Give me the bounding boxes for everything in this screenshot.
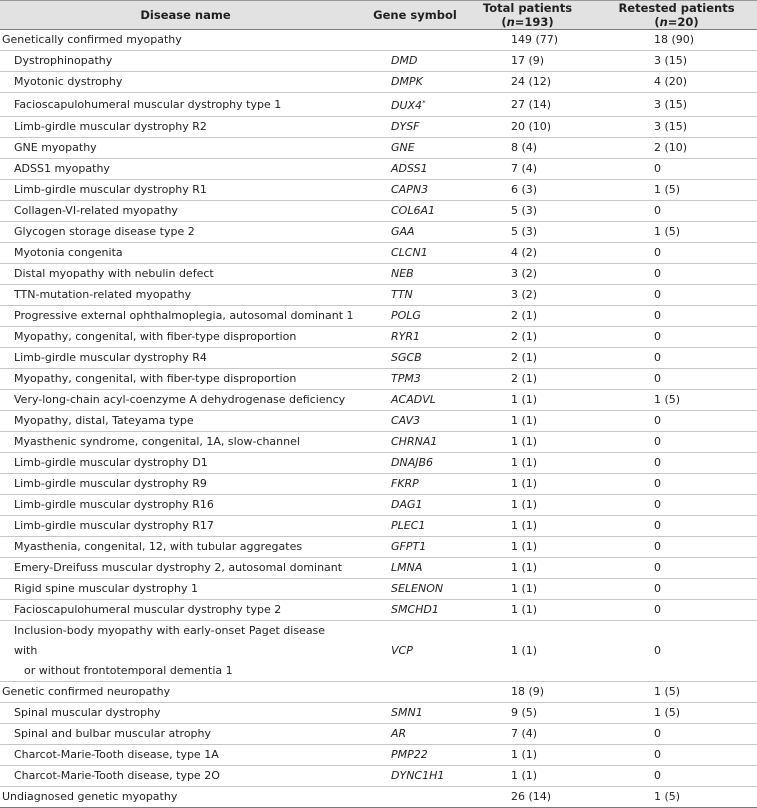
table-row <box>0 432 757 453</box>
disease-name-cell: GNE myopathy <box>14 141 97 154</box>
retested-patients-cell: 0 <box>654 309 661 322</box>
gene-symbol-cell <box>371 682 459 703</box>
gene-symbol-cell <box>371 30 459 51</box>
disease-name-cell: Limb-girdle muscular dystrophy R2 <box>14 120 207 133</box>
gene-symbol-cell <box>371 411 459 432</box>
total-patients-cell: 2 (1) <box>511 372 538 385</box>
table-row <box>0 243 757 264</box>
total-patients-cell: 3 (2) <box>511 288 538 301</box>
gene-symbol-text: COL6A1 <box>391 204 435 217</box>
retested-patients-cell: 1 (5) <box>654 790 681 803</box>
retested-patients-cell: 1 (5) <box>654 393 681 406</box>
gene-symbol-text: CLCN1 <box>391 246 428 259</box>
gene-symbol-cell <box>371 745 459 766</box>
gene-symbol-text: RYR1 <box>391 330 421 343</box>
gene-symbol-text: SMCHD1 <box>391 603 439 616</box>
total-patients-cell: 2 (1) <box>511 309 538 322</box>
gene-symbol-text: ADSS1 <box>391 162 428 175</box>
gene-symbol-cell <box>371 766 459 787</box>
disease-name-cell: Progressive external ophthalmoplegia, autosomal dominant 1 <box>14 309 354 322</box>
total-patients-cell: 1 (1) <box>511 748 538 761</box>
gene-symbol-text: GNE <box>391 141 415 154</box>
total-patients-cell: 1 (1) <box>511 414 538 427</box>
disease-name-cell: Limb-girdle muscular dystrophy D1 <box>14 456 208 469</box>
gene-symbol-text: DMPK <box>391 75 423 88</box>
total-patients-cell: 7 (4) <box>511 162 538 175</box>
gene-symbol-text: DYSF <box>391 120 420 133</box>
gene-symbol-text: GAA <box>391 225 415 238</box>
table-row <box>0 51 757 72</box>
table-row <box>0 369 757 390</box>
table-row <box>0 495 757 516</box>
retested-patients-cell: 1 (5) <box>654 685 681 698</box>
gene-symbol-cell <box>371 51 459 72</box>
retested-patients-cell: 0 <box>654 644 661 657</box>
gene-symbol-cell <box>371 243 459 264</box>
disease-name-cell: Facioscapulohumeral muscular dystrophy type 1 <box>14 97 282 111</box>
retested-patients-cell: 1 (5) <box>654 183 681 196</box>
total-patients-cell: 6 (3) <box>511 183 538 196</box>
disease-name-cell: Genetically confirmed myopathy <box>2 33 182 46</box>
retested-patients-cell: 0 <box>654 372 661 385</box>
gene-symbol-cell <box>371 390 459 411</box>
table-row <box>0 558 757 579</box>
gene-symbol-text: CHRNA1 <box>391 435 438 448</box>
gene-symbol-cell <box>371 787 459 808</box>
retested-patients-cell: 0 <box>654 456 661 469</box>
header-total-patients <box>459 1 596 30</box>
disease-name-cell: Limb-girdle muscular dystrophy R9 <box>14 477 207 490</box>
table-row <box>0 93 757 117</box>
header-retested-patients <box>596 1 757 30</box>
gene-symbol-cell <box>371 703 459 724</box>
gene-symbol-text: DYNC1H1 <box>391 769 445 782</box>
gene-symbol-cell <box>371 348 459 369</box>
disease-name-cell: Spinal and bulbar muscular atrophy <box>14 727 212 740</box>
table-row <box>0 516 757 537</box>
table-row <box>0 159 757 180</box>
total-patients-cell: 1 (1) <box>511 477 538 490</box>
table-row-category <box>0 787 757 808</box>
table-body <box>0 30 757 808</box>
gene-symbol-cell <box>371 201 459 222</box>
total-patients-cell: 24 (12) <box>511 75 552 88</box>
disease-name-cell: Dystrophinopathy <box>14 54 113 67</box>
retested-patients-cell: 0 <box>654 540 661 553</box>
table-row <box>0 537 757 558</box>
gene-symbol-text: SELENON <box>391 582 444 595</box>
disease-name-cell: Charcot-Marie-Tooth disease, type 1A <box>14 748 219 761</box>
disease-name-cell: Myopathy, congenital, with fiber-type disproportion <box>14 330 297 343</box>
header-row <box>0 1 757 30</box>
table-row-category <box>0 30 757 51</box>
disease-name-cell: Emery-Dreifuss muscular dystrophy 2, autosomal dominant <box>14 561 343 574</box>
table-row-category <box>0 682 757 703</box>
total-patients-cell: 1 (1) <box>511 519 538 532</box>
total-patients-cell: 5 (3) <box>511 225 538 238</box>
retested-patients-cell: 3 (15) <box>654 120 688 133</box>
retested-patients-cell: 0 <box>654 603 661 616</box>
gene-symbol-text: VCP <box>391 644 413 657</box>
header-gene-symbol: Gene symbol <box>373 8 457 22</box>
table-header <box>0 1 757 30</box>
retested-patients-cell: 0 <box>654 267 661 280</box>
disease-name-cell: Limb-girdle muscular dystrophy R4 <box>14 351 207 364</box>
gene-symbol-text: SGCB <box>391 351 422 364</box>
retested-patients-cell: 0 <box>654 246 661 259</box>
retested-patients-cell: 0 <box>654 204 661 217</box>
disease-name-cell: Limb-girdle muscular dystrophy R17 <box>14 519 214 532</box>
gene-symbol-cell <box>371 474 459 495</box>
total-patients-cell: 2 (1) <box>511 330 538 343</box>
table-row <box>0 474 757 495</box>
retested-patients-cell: 0 <box>654 330 661 343</box>
gene-symbol-cell <box>371 724 459 745</box>
gene-symbol-cell <box>371 93 459 117</box>
retested-patients-cell: 0 <box>654 162 661 175</box>
gene-symbol-text: TPM3 <box>391 372 421 385</box>
disease-name-cell: Limb-girdle muscular dystrophy R16 <box>14 498 214 511</box>
disease-name-cell: Charcot-Marie-Tooth disease, type 2O <box>14 769 220 782</box>
retested-patients-cell: 0 <box>654 435 661 448</box>
disease-name-cell: Distal myopathy with nebulin defect <box>14 267 214 280</box>
table-row <box>0 724 757 745</box>
total-patients-cell: 3 (2) <box>511 267 538 280</box>
disease-name-cell: Rigid spine muscular dystrophy 1 <box>14 582 198 595</box>
total-patients-cell: 4 (2) <box>511 246 538 259</box>
disease-name-cell: Myopathy, congenital, with fiber-type disproportion <box>14 372 297 385</box>
disease-name-cell: Facioscapulohumeral muscular dystrophy type 2 <box>14 603 282 616</box>
gene-symbol-text: PMP22 <box>391 748 428 761</box>
gene-symbol-cell <box>371 516 459 537</box>
gene-symbol-cell <box>371 453 459 474</box>
gene-symbol-cell <box>371 264 459 285</box>
gene-symbol-text: PLEC1 <box>391 519 426 532</box>
retested-patients-cell: 0 <box>654 519 661 532</box>
gene-symbol-text: CAV3 <box>391 414 421 427</box>
disease-name-cell: ADSS1 myopathy <box>14 162 110 175</box>
header-retest-prefix: Retested patients ( <box>618 1 735 29</box>
total-patients-cell: 149 (77) <box>511 33 559 46</box>
disease-name-cell: Glycogen storage disease type 2 <box>14 225 195 238</box>
disease-name-cell: Undiagnosed genetic myopathy <box>2 790 178 803</box>
retested-patients-cell: 0 <box>654 414 661 427</box>
gene-symbol-text: DUX4 <box>391 99 423 112</box>
gene-symbol-cell <box>371 138 459 159</box>
total-patients-cell: 1 (1) <box>511 582 538 595</box>
gene-symbol-text: GFPT1 <box>391 540 427 553</box>
gene-symbol-cell <box>371 600 459 621</box>
table-row <box>0 117 757 138</box>
gene-symbol-cell <box>371 159 459 180</box>
disease-name-cell: Collagen-VI-related myopathy <box>14 204 178 217</box>
table-row <box>0 621 757 682</box>
total-patients-cell: 5 (3) <box>511 204 538 217</box>
gene-symbol-cell <box>371 180 459 201</box>
gene-symbol-cell <box>371 537 459 558</box>
disease-name-cell: Spinal muscular dystrophy <box>14 706 161 719</box>
gene-symbol-cell <box>371 285 459 306</box>
total-patients-cell: 8 (4) <box>511 141 538 154</box>
total-patients-cell: 27 (14) <box>511 97 552 111</box>
gene-symbol-text: CAPN3 <box>391 183 429 196</box>
total-patients-cell: 1 (1) <box>511 393 538 406</box>
total-patients-cell: 1 (1) <box>511 769 538 782</box>
retested-patients-cell: 3 (15) <box>654 97 688 111</box>
table-row <box>0 222 757 243</box>
retested-patients-cell: 0 <box>654 582 661 595</box>
total-patients-cell: 26 (14) <box>511 790 552 803</box>
retested-patients-cell: 3 (15) <box>654 54 688 67</box>
header-total-suffix: =193) <box>514 15 554 29</box>
gene-symbol-text: LMNA <box>391 561 423 574</box>
table-row <box>0 180 757 201</box>
header-retest-suffix: =20) <box>667 15 699 29</box>
disease-name-cell: Myotonia congenita <box>14 246 123 259</box>
disease-name-cell: TTN-mutation-related myopathy <box>14 288 192 301</box>
gene-symbol-cell <box>371 222 459 243</box>
gene-symbol-text: DAG1 <box>391 498 423 511</box>
total-patients-cell: 1 (1) <box>511 540 538 553</box>
gene-symbol-text: SMN1 <box>391 706 423 719</box>
total-patients-cell: 18 (9) <box>511 685 545 698</box>
total-patients-cell: 7 (4) <box>511 727 538 740</box>
total-patients-cell: 1 (1) <box>511 456 538 469</box>
retested-patients-cell: 0 <box>654 727 661 740</box>
total-patients-cell: 1 (1) <box>511 498 538 511</box>
gene-symbol-cell <box>371 579 459 600</box>
total-patients-cell: 9 (5) <box>511 706 538 719</box>
retested-patients-cell: 1 (5) <box>654 225 681 238</box>
table-row <box>0 579 757 600</box>
header-disease-name: Disease name <box>140 8 231 22</box>
retested-patients-cell: 4 (20) <box>654 75 688 88</box>
gene-symbol-cell <box>371 621 459 682</box>
gene-symbol-text: DMD <box>391 54 418 67</box>
table-row <box>0 600 757 621</box>
disease-name-line2: or without frontotemporal dementia 1 <box>24 664 233 677</box>
gene-symbol-text: ACADVL <box>391 393 436 406</box>
table-row <box>0 72 757 93</box>
table-row <box>0 285 757 306</box>
table-row <box>0 703 757 724</box>
gene-symbol-text: NEB <box>391 267 414 280</box>
table-row <box>0 745 757 766</box>
gene-symbol-cell <box>371 117 459 138</box>
retested-patients-cell: 0 <box>654 561 661 574</box>
gene-symbol-cell <box>371 72 459 93</box>
retested-patients-cell: 1 (5) <box>654 706 681 719</box>
total-patients-cell: 20 (10) <box>511 120 552 133</box>
gene-symbol-cell <box>371 495 459 516</box>
retested-patients-cell: 2 (10) <box>654 141 688 154</box>
gene-symbol-text: DNAJB6 <box>391 456 434 469</box>
gene-symbol-cell <box>371 369 459 390</box>
total-patients-cell: 2 (1) <box>511 351 538 364</box>
table-row <box>0 348 757 369</box>
table-row <box>0 390 757 411</box>
gene-symbol-text: POLG <box>391 309 421 322</box>
gene-footnote-mark: * <box>422 99 426 107</box>
total-patients-cell: 17 (9) <box>511 54 545 67</box>
header-total-prefix: Total patients ( <box>482 1 573 29</box>
disease-name-cell: Genetic confirmed neuropathy <box>2 685 171 698</box>
retested-patients-cell: 18 (90) <box>654 33 695 46</box>
gene-symbol-cell <box>371 558 459 579</box>
retested-patients-cell: 0 <box>654 351 661 364</box>
total-patients-cell: 1 (1) <box>511 561 538 574</box>
retested-patients-cell: 0 <box>654 748 661 761</box>
total-patients-cell: 1 (1) <box>511 644 538 657</box>
table-row <box>0 138 757 159</box>
gene-symbol-text: AR <box>391 727 407 740</box>
gene-symbol-text: TTN <box>391 288 413 301</box>
disease-name-cell <box>0 621 371 682</box>
retested-patients-cell: 0 <box>654 498 661 511</box>
gene-symbol-cell <box>371 432 459 453</box>
table-row <box>0 201 757 222</box>
disease-name-cell: Myopathy, distal, Tateyama type <box>14 414 194 427</box>
total-patients-cell: 1 (1) <box>511 435 538 448</box>
table-row <box>0 327 757 348</box>
header-total-n: n <box>506 15 515 29</box>
table-row <box>0 766 757 787</box>
disease-name-cell: Limb-girdle muscular dystrophy R1 <box>14 183 207 196</box>
total-patients-cell: 1 (1) <box>511 603 538 616</box>
retested-patients-cell: 0 <box>654 288 661 301</box>
table-row <box>0 306 757 327</box>
disease-name-cell: Myotonic dystrophy <box>14 75 123 88</box>
gene-symbol-cell <box>371 327 459 348</box>
header-retest-n: n <box>659 15 668 29</box>
gene-symbol-text: FKRP <box>391 477 419 490</box>
retested-patients-cell: 0 <box>654 477 661 490</box>
disease-name-cell: Myasthenic syndrome, congenital, 1A, slow-channel <box>14 435 300 448</box>
disease-name-line1: Inclusion-body myopathy with early-onset Paget disease with <box>14 624 326 657</box>
table-row <box>0 264 757 285</box>
disease-name-cell: Myasthenia, congenital, 12, with tubular aggregates <box>14 540 303 553</box>
disease-name-cell: Very-long-chain acyl-coenzyme A dehydrogenase deficiency <box>14 393 346 406</box>
table-row <box>0 411 757 432</box>
gene-symbol-cell <box>371 306 459 327</box>
retested-patients-cell: 0 <box>654 769 661 782</box>
table-row <box>0 453 757 474</box>
